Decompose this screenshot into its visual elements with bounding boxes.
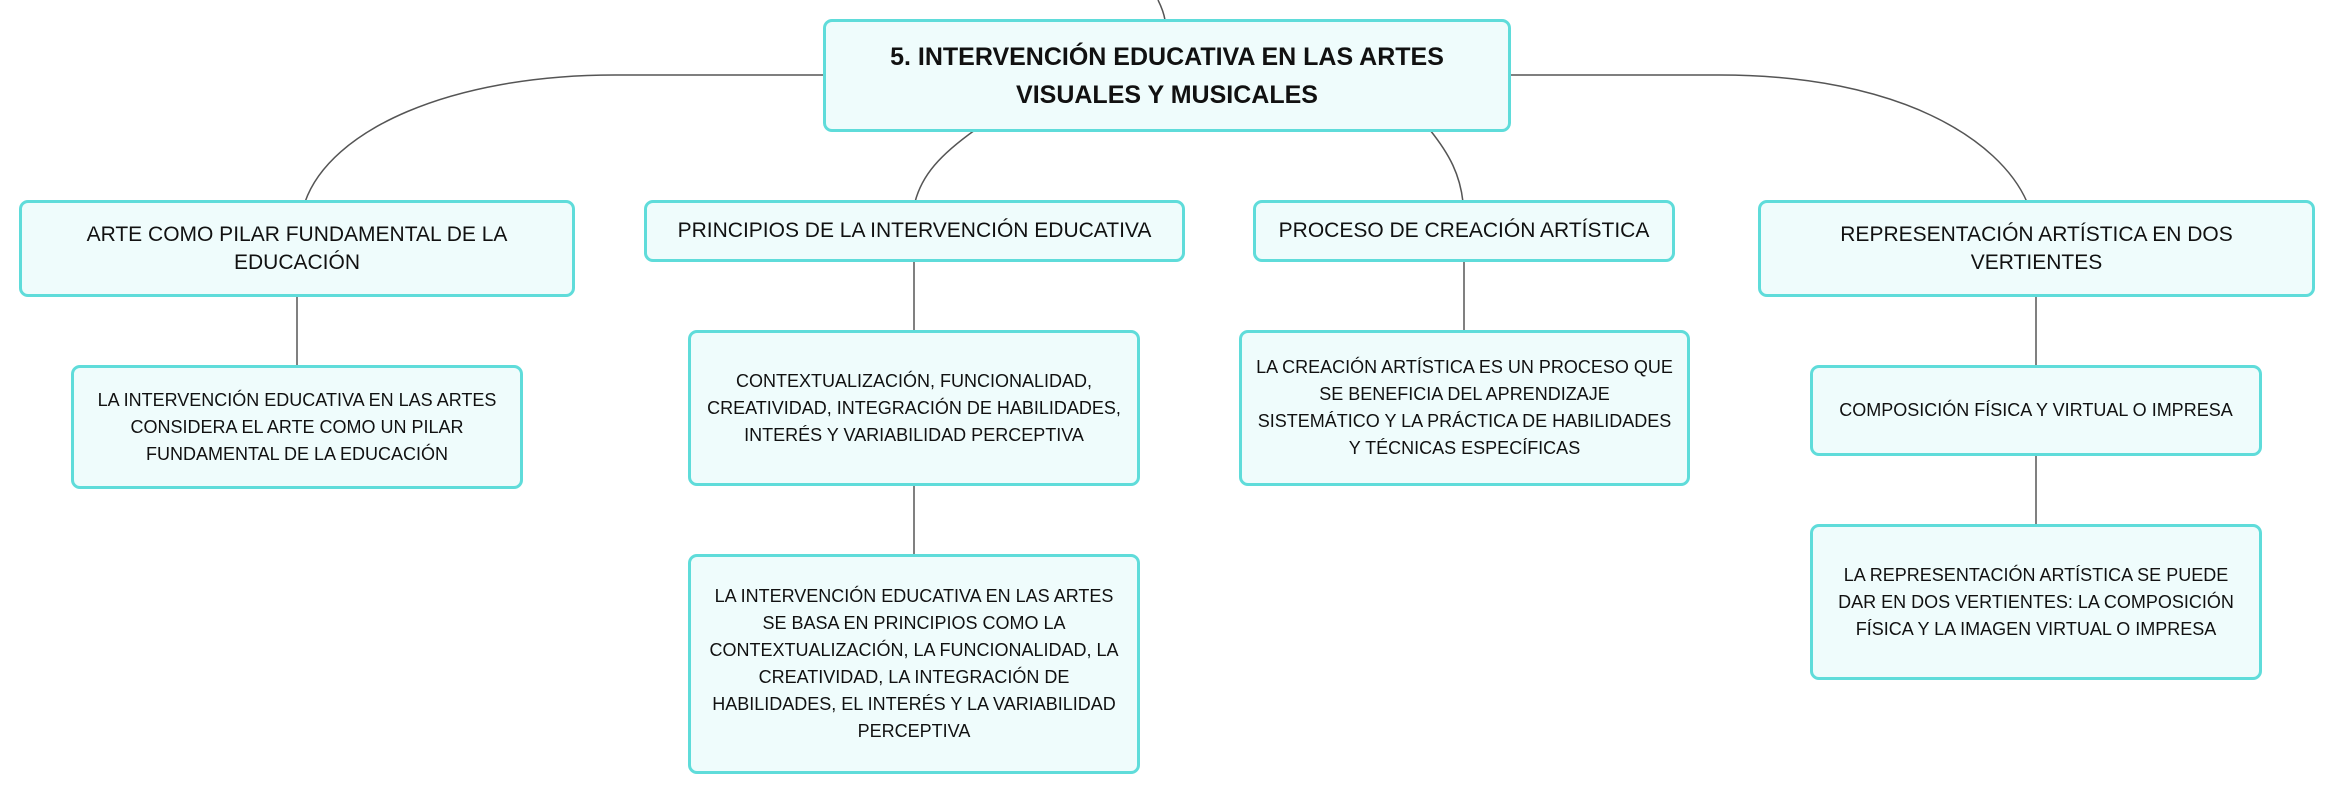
leaf-principios-list[interactable] (688, 330, 1140, 486)
connector-central-branch-3 (1430, 130, 1463, 202)
leaf-label: LA REPRESENTACIÓN ARTÍSTICA SE PUEDE DAR EN DOS VERTIENTES: LA COMPOSICIÓN FÍSICA Y LA IMAGEN VIRTUAL O IMPRESA (1838, 564, 2234, 639)
central-topic[interactable] (823, 19, 1511, 132)
leaf-label: LA INTERVENCIÓN EDUCATIVA EN LAS ARTES CONSIDERA EL ARTE COMO UN PILAR FUNDAMENTAL DE LA EDUCACIÓN (97, 389, 497, 464)
branch-label: REPRESENTACIÓN ARTÍSTICA EN DOS VERTIENTES (1840, 222, 2233, 274)
branch-principios[interactable] (644, 200, 1185, 262)
branch-representacion[interactable] (1758, 200, 2315, 297)
leaf-composicion[interactable] (1810, 365, 2262, 456)
leaf-label: COMPOSICIÓN FÍSICA Y VIRTUAL O IMPRESA (1839, 400, 2233, 420)
leaf-label: LA INTERVENCIÓN EDUCATIVA EN LAS ARTES SE BASA EN PRINCIPIOS COMO LA CONTEXTUALIZACIÓN, LA FUNCIONALIDAD, LA CREATIVIDAD, LA INTEGRACIÓN DE HABILIDADES, EL INTERÉS Y LA VARIABILIDAD PERCEPTIVA (709, 586, 1119, 741)
leaf-arte-pilar-description[interactable] (71, 365, 523, 489)
leaf-proceso-creacion-description[interactable] (1239, 330, 1690, 486)
connector-central-branch-2 (915, 130, 975, 202)
branch-label: PRINCIPIOS DE LA INTERVENCIÓN EDUCATIVA (677, 219, 1152, 242)
connector-parent (1158, 0, 1165, 20)
leaf-label: LA CREACIÓN ARTÍSTICA ES UN PROCESO QUE SE BENEFICIA DEL APRENDIZAJE SISTEMÁTICO Y LA PRÁCTICA DE HABILIDADES Y TÉCNICAS ESPECÍFICAS (1256, 357, 1673, 458)
branch-label: PROCESO DE CREACIÓN ARTÍSTICA (1278, 219, 1650, 242)
branch-arte-pilar[interactable] (19, 200, 575, 297)
leaf-representacion-description[interactable] (1810, 524, 2262, 680)
branch-label: ARTE COMO PILAR FUNDAMENTAL DE LA EDUCACIÓN (86, 222, 508, 274)
branch-proceso-creacion[interactable] (1253, 200, 1675, 262)
central-topic-label: 5. INTERVENCIÓN EDUCATIVA EN LAS ARTES VISUALES Y MUSICALES (890, 42, 1444, 109)
connector-central-branch-1 (305, 75, 825, 202)
leaf-label: CONTEXTUALIZACIÓN, FUNCIONALIDAD, CREATIVIDAD, INTEGRACIÓN DE HABILIDADES, INTERÉS Y VARIABILIDAD PERCEPTIVA (707, 370, 1121, 445)
connector-central-branch-4 (1510, 75, 2027, 202)
leaf-principios-description[interactable] (688, 554, 1140, 774)
